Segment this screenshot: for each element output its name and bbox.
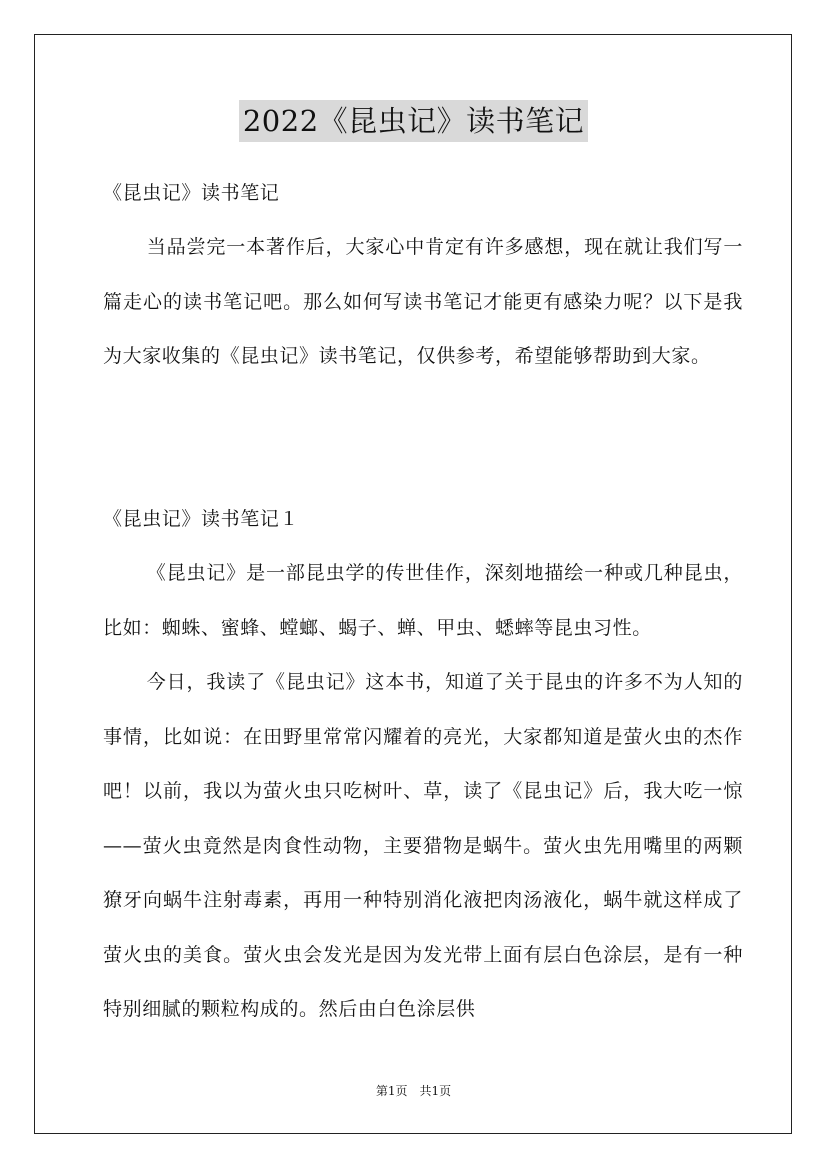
document-title-container <box>0 100 827 142</box>
intro-paragraph-container <box>103 220 743 384</box>
document-title: 2022《昆虫记》读书笔记 <box>239 100 588 142</box>
paragraph-1: 《昆虫记》是一部昆虫学的传世佳作，深刻地描绘一种或几种昆虫，比如：蜘蛛、蜜蜂、螳螂、蝎子、蝉、甲虫、蟋蟀等昆虫习性。 <box>103 562 743 639</box>
subtitle: 《昆虫记》读书笔记 <box>103 182 280 204</box>
intro-paragraph: 当品尝完一本著作后，大家心中肯定有许多感想，现在就让我们写一篇走心的读书笔记吧。那么如何写读书笔记才能更有感染力呢？以下是我为大家收集的《昆虫记》读书笔记，仅供参考，希望能够帮助到大家。 <box>103 236 743 367</box>
paragraph-2: 今日，我读了《昆虫记》这本书，知道了关于昆虫的许多不为人知的事情，比如说：在田野里常常闪耀着的亮光，大家都知道是萤火虫的杰作吧！以前，我以为萤火虫只吃树叶、草，读了《昆虫记》后，我大吃一惊——萤火虫竟然是肉食性动物，主要猎物是蜗牛。萤火虫先用嘴里的两颗獠牙向蜗牛注射毒素，再用一种特别消化液把肉汤液化，蜗牛就这样成了萤火虫的美食。萤火虫会发光是因为发光带上面有层白色涂层，是有一种特别细腻的颗粒构成的。然后由白色涂层供 <box>103 671 743 1020</box>
section-1-body <box>103 546 743 1037</box>
section-heading-1: 《昆虫记》读书笔记１ <box>103 508 300 530</box>
page-footer: 第1页 共1页 <box>375 1084 452 1098</box>
